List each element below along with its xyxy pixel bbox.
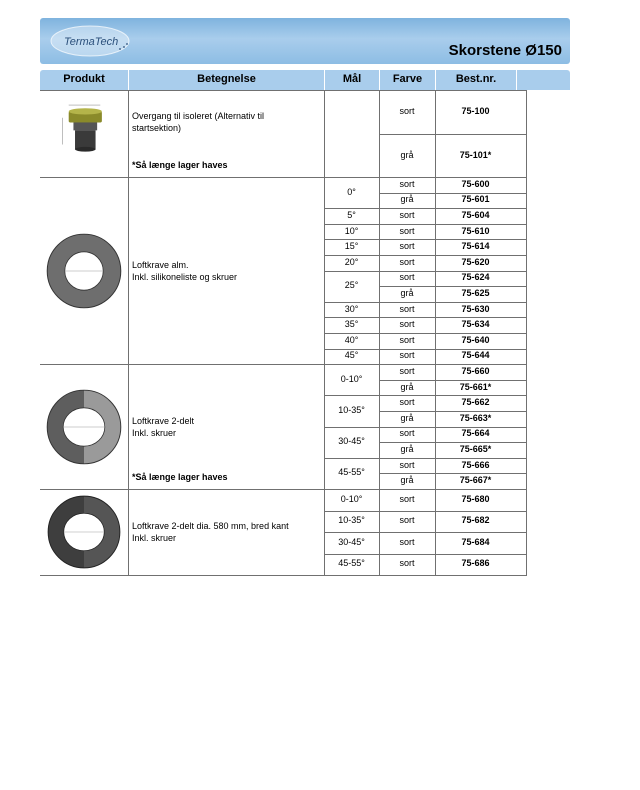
product-description: Loftkrave 2-delt xyxy=(132,415,195,426)
grid-line xyxy=(40,90,526,91)
termatech-logo xyxy=(50,24,134,58)
size-cell: 10-35° xyxy=(338,405,365,415)
item-number-cell: 75-625 xyxy=(461,288,490,298)
item-number-cell: 75-686 xyxy=(461,558,490,569)
item-number-cell: 75-665* xyxy=(459,444,492,454)
color-cell: sort xyxy=(399,428,415,439)
column-header-maal: Mål xyxy=(342,73,362,85)
color-cell: sort xyxy=(399,459,415,470)
grid-line xyxy=(379,134,526,135)
size-cell: 30° xyxy=(344,303,359,314)
item-number-cell: 75-100 xyxy=(461,106,490,116)
grid-line xyxy=(526,90,527,576)
grid-line xyxy=(324,532,379,533)
grid-line xyxy=(324,395,379,396)
size-cell: 45° xyxy=(344,350,359,361)
item-number-cell: 75-684 xyxy=(461,536,490,547)
item-number-cell: 75-666 xyxy=(461,459,490,470)
column-header-produkt: Produkt xyxy=(63,73,105,85)
item-number-cell: 75-610 xyxy=(461,225,490,236)
color-cell: sort xyxy=(399,515,415,526)
item-number-cell: 75-660 xyxy=(461,366,490,376)
item-number-cell: 75-614 xyxy=(461,241,490,252)
color-cell: sort xyxy=(399,256,415,267)
item-number-cell: 75-101* xyxy=(459,149,492,160)
size-cell: 35° xyxy=(344,319,359,330)
size-cell: 45-55° xyxy=(338,558,365,569)
color-cell: sort xyxy=(399,536,415,547)
grid-line xyxy=(379,511,526,512)
color-cell: sort xyxy=(399,303,415,314)
item-number-cell: 75-630 xyxy=(461,303,490,314)
item-number-cell: 75-640 xyxy=(461,334,490,345)
size-cell: 30-45° xyxy=(338,536,365,547)
product-description: Loftkrave 2-delt dia. 580 mm, bred kant xyxy=(132,521,289,531)
grid-line xyxy=(379,532,526,533)
color-cell: grå xyxy=(400,475,414,486)
color-cell: sort xyxy=(399,106,415,116)
size-cell: 0-10° xyxy=(340,493,363,504)
grid-line xyxy=(128,90,129,576)
color-cell: sort xyxy=(399,493,415,504)
stock-note: *Så længe lager haves xyxy=(132,472,228,482)
grid-line xyxy=(379,90,380,576)
item-number-cell: 75-661* xyxy=(459,381,492,392)
grid-line xyxy=(40,575,526,576)
size-cell: 25° xyxy=(344,280,359,291)
color-cell: sort xyxy=(399,350,415,361)
table-header xyxy=(40,70,570,90)
product-description: Loftkrave alm. xyxy=(132,259,189,270)
color-cell: sort xyxy=(399,397,415,408)
size-cell: 40° xyxy=(344,334,359,345)
grid-line xyxy=(40,489,526,490)
size-cell: 0° xyxy=(347,186,356,197)
page-title: Skorstene Ø150 xyxy=(448,42,562,59)
ceiling-collar-wide-icon xyxy=(45,493,123,571)
item-number-cell: 75-644 xyxy=(461,350,490,361)
color-cell: grå xyxy=(400,149,414,160)
chimney-transition-icon xyxy=(45,94,124,173)
product-description: Inkl. skruer xyxy=(132,427,177,438)
color-cell: sort xyxy=(399,241,415,252)
column-header-farve: Farve xyxy=(392,73,423,85)
item-number-cell: 75-682 xyxy=(461,515,490,526)
size-cell: 0-10° xyxy=(340,373,363,384)
product-description: Inkl. skruer xyxy=(132,533,177,543)
item-number-cell: 75-667* xyxy=(459,475,492,486)
color-cell: sort xyxy=(399,210,415,220)
size-cell: 10-35° xyxy=(338,515,365,526)
size-cell: 15° xyxy=(344,241,359,252)
color-cell: grå xyxy=(400,288,414,298)
grid-line xyxy=(435,90,436,576)
color-cell: sort xyxy=(399,334,415,345)
color-cell: grå xyxy=(400,444,414,454)
item-number-cell: 75-634 xyxy=(461,319,490,330)
size-cell: 5° xyxy=(347,210,356,220)
grid-line xyxy=(324,554,379,555)
color-cell: grå xyxy=(400,194,414,205)
item-number-cell: 75-624 xyxy=(461,272,490,283)
item-number-cell: 75-662 xyxy=(461,397,490,408)
grid-line xyxy=(324,427,379,428)
item-number-cell: 75-600 xyxy=(461,178,490,189)
color-cell: grå xyxy=(400,381,414,392)
column-header-betegnelse: Betegnelse xyxy=(197,73,256,85)
ceiling-collar-split-icon xyxy=(44,387,124,467)
item-number-cell: 75-620 xyxy=(461,256,490,267)
color-cell: sort xyxy=(399,272,415,283)
item-number-cell: 75-664 xyxy=(461,428,490,439)
item-number-cell: 75-601 xyxy=(461,194,490,205)
color-cell: sort xyxy=(399,178,415,189)
product-description: startsektion) xyxy=(132,123,182,133)
grid-line xyxy=(379,554,526,555)
column-header-best-nr: Best.nr. xyxy=(455,73,497,85)
stock-note: *Så længe lager haves xyxy=(132,160,228,170)
color-cell: sort xyxy=(399,225,415,236)
size-cell: 20° xyxy=(344,256,359,267)
grid-line xyxy=(324,90,325,576)
size-cell: 30-45° xyxy=(338,436,365,447)
color-cell: grå xyxy=(400,412,414,423)
item-number-cell: 75-604 xyxy=(461,210,490,220)
item-number-cell: 75-663* xyxy=(459,412,492,423)
product-description: Inkl. silikoneliste og skruer xyxy=(132,271,238,282)
svg-text:TermaTech: TermaTech xyxy=(64,36,119,48)
product-description: Overgang til isoleret (Alternativ til xyxy=(132,111,265,121)
grid-line xyxy=(324,271,379,272)
grid-line xyxy=(324,511,379,512)
color-cell: sort xyxy=(399,319,415,330)
item-number-cell: 75-680 xyxy=(461,493,490,504)
color-cell: sort xyxy=(399,366,415,376)
grid-line xyxy=(324,458,379,459)
ceiling-collar-ring-icon xyxy=(44,231,124,311)
color-cell: sort xyxy=(399,558,415,569)
size-cell: 45-55° xyxy=(338,467,365,478)
size-cell: 10° xyxy=(344,225,359,236)
